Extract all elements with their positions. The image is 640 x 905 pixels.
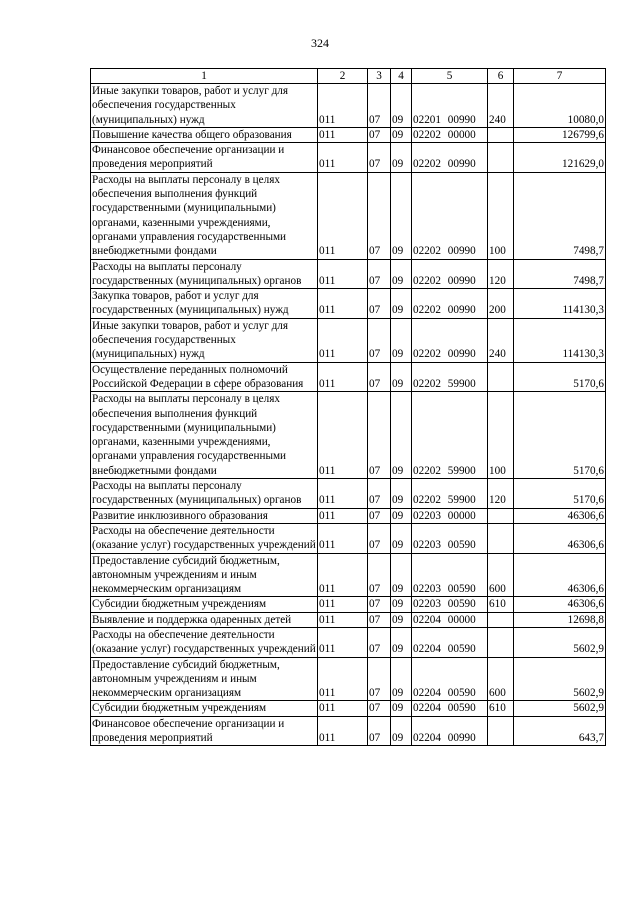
expense-type-cell: 100 [488, 172, 514, 259]
expense-type-cell [488, 523, 514, 553]
target-article-cell: 02204 00990 [412, 716, 488, 746]
subsection-cell: 09 [391, 479, 412, 509]
target-article-cell: 02204 00000 [412, 612, 488, 627]
row-name-cell: Расходы на выплаты персоналу государственных (муниципальных) органов [91, 259, 318, 289]
row-name-cell: Иные закупки товаров, работ и услуг для обеспечения государственных (муниципальных) нужд [91, 318, 318, 362]
table-row [91, 289, 606, 319]
section-cell: 07 [368, 479, 391, 509]
table-row [91, 597, 606, 612]
target-article-cell: 02202 59900 [412, 392, 488, 479]
subsection-cell: 09 [391, 716, 412, 746]
code-cell: 011 [318, 392, 368, 479]
table-row [91, 508, 606, 523]
row-name-cell: Расходы на выплаты персоналу в целях обеспечения выполнения функций государственными (муниципальными) органами, казенными учреждениями, органами управления государственными внебюджетными фондами [91, 172, 318, 259]
code-cell: 011 [318, 259, 368, 289]
target-article-cell: 02202 00990 [412, 259, 488, 289]
expense-type-cell: 240 [488, 84, 514, 128]
subsection-cell: 09 [391, 84, 412, 128]
target-article-cell: 02204 00590 [412, 657, 488, 701]
target-article-cell: 02203 00590 [412, 523, 488, 553]
expense-type-cell [488, 508, 514, 523]
target-article-cell: 02202 59900 [412, 479, 488, 509]
target-article-cell: 02201 00990 [412, 84, 488, 128]
header-cell: 2 [318, 69, 368, 84]
subsection-cell: 09 [391, 127, 412, 142]
target-article-cell: 02203 00590 [412, 553, 488, 597]
amount-cell: 12698,8 [514, 612, 606, 627]
code-cell: 011 [318, 597, 368, 612]
expense-type-cell: 600 [488, 553, 514, 597]
subsection-cell: 09 [391, 612, 412, 627]
section-cell: 07 [368, 289, 391, 319]
header-cell: 3 [368, 69, 391, 84]
expense-type-cell [488, 362, 514, 392]
header-cell: 6 [488, 69, 514, 84]
subsection-cell: 09 [391, 523, 412, 553]
amount-cell: 121629,0 [514, 143, 606, 173]
table-row [91, 172, 606, 259]
section-cell: 07 [368, 392, 391, 479]
subsection-cell: 09 [391, 627, 412, 657]
subsection-cell: 09 [391, 392, 412, 479]
code-cell: 011 [318, 362, 368, 392]
table-row [91, 392, 606, 479]
section-cell: 07 [368, 259, 391, 289]
target-article-cell: 02203 00000 [412, 508, 488, 523]
row-name-cell: Осуществление переданных полномочий Российской Федерации в сфере образования [91, 362, 318, 392]
amount-cell: 643,7 [514, 716, 606, 746]
subsection-cell: 09 [391, 289, 412, 319]
header-cell: 4 [391, 69, 412, 84]
code-cell: 011 [318, 508, 368, 523]
target-article-cell: 02202 00990 [412, 318, 488, 362]
table-row [91, 127, 606, 142]
amount-cell: 114130,3 [514, 289, 606, 319]
table-row [91, 612, 606, 627]
amount-cell: 10080,0 [514, 84, 606, 128]
subsection-cell: 09 [391, 553, 412, 597]
row-name-cell: Иные закупки товаров, работ и услуг для обеспечения государственных (муниципальных) нужд [91, 84, 318, 128]
row-name-cell: Повышение качества общего образования [91, 127, 318, 142]
expense-type-cell: 100 [488, 392, 514, 479]
section-cell: 07 [368, 523, 391, 553]
amount-cell: 126799,6 [514, 127, 606, 142]
amount-cell: 5170,6 [514, 362, 606, 392]
table-row [91, 523, 606, 553]
amount-cell: 5170,6 [514, 479, 606, 509]
code-cell: 011 [318, 716, 368, 746]
expense-type-cell [488, 143, 514, 173]
table-row [91, 318, 606, 362]
section-cell: 07 [368, 318, 391, 362]
section-cell: 07 [368, 127, 391, 142]
target-article-cell: 02202 00990 [412, 143, 488, 173]
section-cell: 07 [368, 701, 391, 716]
amount-cell: 5170,6 [514, 392, 606, 479]
code-cell: 011 [318, 289, 368, 319]
expense-type-cell: 120 [488, 479, 514, 509]
row-name-cell: Предоставление субсидий бюджетным, автономным учреждениям и иным некоммерческим организациям [91, 657, 318, 701]
page-number: 324 [311, 36, 329, 50]
section-cell: 07 [368, 657, 391, 701]
code-cell: 011 [318, 143, 368, 173]
code-cell: 011 [318, 318, 368, 362]
section-cell: 07 [368, 716, 391, 746]
header-cell: 1 [91, 69, 318, 84]
expense-type-cell: 200 [488, 289, 514, 319]
table-row [91, 143, 606, 173]
target-article-cell: 02202 00000 [412, 127, 488, 142]
section-cell: 07 [368, 508, 391, 523]
amount-cell: 5602,9 [514, 657, 606, 701]
expense-type-cell [488, 627, 514, 657]
target-article-cell: 02202 59900 [412, 362, 488, 392]
amount-cell: 7498,7 [514, 172, 606, 259]
row-name-cell: Развитие инклюзивного образования [91, 508, 318, 523]
subsection-cell: 09 [391, 362, 412, 392]
expense-type-cell: 240 [488, 318, 514, 362]
header-cell: 5 [412, 69, 488, 84]
table-row [91, 479, 606, 509]
subsection-cell: 09 [391, 172, 412, 259]
row-name-cell: Закупка товаров, работ и услуг для государственных (муниципальных) нужд [91, 289, 318, 319]
expense-type-cell [488, 716, 514, 746]
amount-cell: 46306,6 [514, 523, 606, 553]
amount-cell: 5602,9 [514, 701, 606, 716]
table-row [91, 553, 606, 597]
subsection-cell: 09 [391, 318, 412, 362]
expense-type-cell [488, 612, 514, 627]
amount-cell: 46306,6 [514, 553, 606, 597]
code-cell: 011 [318, 172, 368, 259]
target-article-cell: 02203 00590 [412, 597, 488, 612]
row-name-cell: Предоставление субсидий бюджетным, автономным учреждениям и иным некоммерческим организациям [91, 553, 318, 597]
section-cell: 07 [368, 627, 391, 657]
section-cell: 07 [368, 362, 391, 392]
table-row [91, 716, 606, 746]
expense-type-cell: 610 [488, 597, 514, 612]
row-name-cell: Субсидии бюджетным учреждениям [91, 597, 318, 612]
table-row [91, 362, 606, 392]
table-row [91, 657, 606, 701]
section-cell: 07 [368, 172, 391, 259]
row-name-cell: Расходы на обеспечение деятельности (оказание услуг) государственных учреждений [92, 524, 316, 552]
section-cell: 07 [368, 597, 391, 612]
code-cell: 011 [318, 701, 368, 716]
header-cell: 7 [514, 69, 606, 84]
budget-table [90, 68, 606, 746]
row-name-cell: Расходы на выплаты персоналу в целях обеспечения выполнения функций государственными (муниципальными) органами, казенными учреждениями, органами управления государственными внебюджетными фондами [91, 392, 318, 479]
table-row [91, 627, 606, 657]
row-name-cell: Финансовое обеспечение организации и проведения мероприятий [91, 143, 318, 173]
section-cell: 07 [368, 84, 391, 128]
code-cell: 011 [318, 479, 368, 509]
code-cell: 011 [318, 612, 368, 627]
amount-cell: 114130,3 [514, 318, 606, 362]
expense-type-cell: 610 [488, 701, 514, 716]
code-cell: 011 [318, 627, 368, 657]
expense-type-cell [488, 127, 514, 142]
subsection-cell: 09 [391, 259, 412, 289]
row-name-cell: Выявление и поддержка одаренных детей [91, 612, 318, 627]
code-cell: 011 [318, 523, 368, 553]
code-cell: 011 [318, 657, 368, 701]
target-article-cell: 02202 00990 [412, 289, 488, 319]
subsection-cell: 09 [391, 657, 412, 701]
expense-type-cell: 120 [488, 259, 514, 289]
header-row [91, 69, 606, 84]
section-cell: 07 [368, 553, 391, 597]
subsection-cell: 09 [391, 508, 412, 523]
code-cell: 011 [318, 84, 368, 128]
section-cell: 07 [368, 143, 391, 173]
table-row [91, 84, 606, 128]
section-cell: 07 [368, 612, 391, 627]
target-article-cell: 02204 00590 [412, 627, 488, 657]
target-article-cell: 02204 00590 [412, 701, 488, 716]
amount-cell: 5602,9 [514, 627, 606, 657]
target-article-cell: 02202 00990 [412, 172, 488, 259]
subsection-cell: 09 [391, 701, 412, 716]
table-row [91, 259, 606, 289]
amount-cell: 46306,6 [514, 508, 606, 523]
expense-type-cell: 600 [488, 657, 514, 701]
row-name-cell: Субсидии бюджетным учреждениям [91, 701, 318, 716]
row-name-cell: Расходы на обеспечение деятельности (оказание услуг) государственных учреждений [92, 628, 316, 656]
row-name-cell: Финансовое обеспечение организации и проведения мероприятий [91, 716, 318, 746]
code-cell: 011 [318, 127, 368, 142]
code-cell: 011 [318, 553, 368, 597]
table-row [91, 701, 606, 716]
row-name-cell: Расходы на выплаты персоналу государственных (муниципальных) органов [91, 479, 318, 509]
amount-cell: 46306,6 [514, 597, 606, 612]
subsection-cell: 09 [391, 597, 412, 612]
amount-cell: 7498,7 [514, 259, 606, 289]
subsection-cell: 09 [391, 143, 412, 173]
